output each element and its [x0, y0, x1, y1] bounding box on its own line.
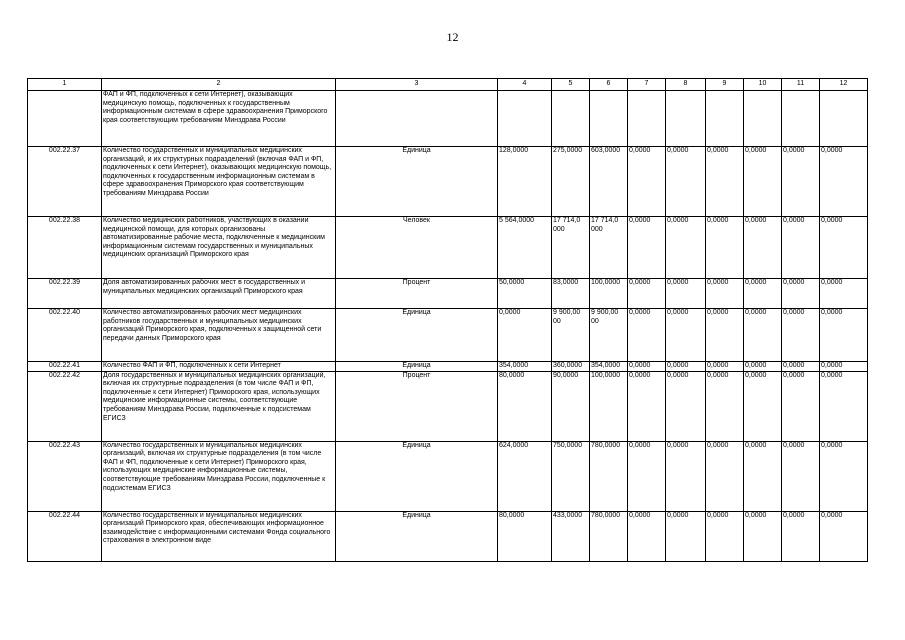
- indicator-value: 0,0000: [744, 371, 782, 441]
- indicator-value: 17 714,0 000: [590, 217, 628, 279]
- indicator-value: [552, 91, 590, 147]
- indicator-value: 0,0000: [782, 362, 820, 372]
- indicator-value: 90,0000: [552, 371, 590, 441]
- indicator-value: 0,0000: [706, 362, 744, 372]
- indicator-code: 002.22.43: [28, 441, 102, 511]
- table-row: [28, 441, 868, 511]
- indicator-value: 0,0000: [820, 511, 868, 561]
- indicator-value: 354,0000: [590, 362, 628, 372]
- indicator-value: 0,0000: [706, 217, 744, 279]
- indicator-value: [590, 91, 628, 147]
- indicator-value: 0,0000: [820, 309, 868, 362]
- column-number: 4: [498, 79, 552, 91]
- table-row: [28, 371, 868, 441]
- table-row: [28, 217, 868, 279]
- indicator-name: Количество ФАП и ФП, подключенных к сети Интернет: [102, 362, 336, 372]
- indicator-value: 0,0000: [666, 279, 706, 309]
- indicator-value: 0,0000: [782, 371, 820, 441]
- indicator-value: 0,0000: [782, 511, 820, 561]
- indicator-name: Количество государственных и муниципальных медицинских организаций, включая их структурные подразделения (в том числе ФАП и ФП, подключенные к сети Интернет) Приморского края, использующих медицинские информационные системы, соответствующие требованиям Минздрава России, подключенные к подсистемам ЕГИСЗ: [102, 441, 336, 511]
- indicator-value: 83,0000: [552, 279, 590, 309]
- unit-of-measure: Единица: [336, 362, 498, 372]
- indicator-value: 354,0000: [498, 362, 552, 372]
- indicator-value: 0,0000: [782, 309, 820, 362]
- indicator-code: [28, 91, 102, 147]
- indicator-value: 780,0000: [590, 441, 628, 511]
- indicator-value: 50,0000: [498, 279, 552, 309]
- indicator-value: 0,0000: [744, 217, 782, 279]
- table-row: [28, 279, 868, 309]
- indicator-value: 0,0000: [666, 362, 706, 372]
- column-number: 10: [744, 79, 782, 91]
- column-number-row: [28, 79, 868, 91]
- column-number: 12: [820, 79, 868, 91]
- indicator-value: [666, 91, 706, 147]
- indicator-value: 603,0000: [590, 147, 628, 217]
- table-row: [28, 147, 868, 217]
- indicator-code: 002.22.39: [28, 279, 102, 309]
- indicator-table: [27, 78, 868, 562]
- indicator-value: 0,0000: [706, 441, 744, 511]
- indicator-value: 0,0000: [666, 441, 706, 511]
- indicator-value: [498, 91, 552, 147]
- indicator-value: 80,0000: [498, 511, 552, 561]
- indicator-value: 0,0000: [820, 371, 868, 441]
- indicator-name: Количество медицинских работников, участвующих в оказании медицинской помощи, для которых организованы автоматизированные рабочие места, подключенные к медицинским информационным системам государственных и муниципальных медицинских организаций Приморского края: [102, 217, 336, 279]
- indicator-value: 0,0000: [706, 309, 744, 362]
- indicator-value: 100,0000: [590, 371, 628, 441]
- column-number: 3: [336, 79, 498, 91]
- table-row: [28, 511, 868, 561]
- column-number: 1: [28, 79, 102, 91]
- indicator-value: 80,0000: [498, 371, 552, 441]
- column-number: 6: [590, 79, 628, 91]
- column-number: 8: [666, 79, 706, 91]
- indicator-value: 0,0000: [744, 362, 782, 372]
- indicator-value: 0,0000: [820, 279, 868, 309]
- column-number: 7: [628, 79, 666, 91]
- table-row: [28, 91, 868, 147]
- indicator-value: 0,0000: [820, 147, 868, 217]
- unit-of-measure: Процент: [336, 279, 498, 309]
- indicator-value: 0,0000: [628, 147, 666, 217]
- indicator-value: 433,0000: [552, 511, 590, 561]
- indicator-value: [628, 91, 666, 147]
- table-row: [28, 362, 868, 372]
- indicator-value: 780,0000: [590, 511, 628, 561]
- indicator-value: 0,0000: [628, 309, 666, 362]
- indicator-code: 002.22.42: [28, 371, 102, 441]
- indicator-name: Количество государственных и муниципальных медицинских организаций Приморского края, обеспечивающих информационное взаимодействие с информационными системами Фонда социального страхования в электронном виде: [102, 511, 336, 561]
- indicator-value: 0,0000: [744, 441, 782, 511]
- indicator-value: 0,0000: [706, 147, 744, 217]
- indicator-value: [706, 91, 744, 147]
- indicator-value: 360,0000: [552, 362, 590, 372]
- indicator-name: ФАП и ФП, подключенных к сети Интернет), оказывающих медицинскую помощь, подключенных к государственным информационным системам в сфере здравоохранения Приморского края соответствующим требованиям Минздрава России: [102, 91, 336, 147]
- indicator-value: 0,0000: [666, 371, 706, 441]
- indicator-value: [820, 91, 868, 147]
- indicator-name: Количество государственных и муниципальных медицинских организаций, и их структурных подразделений (включая ФАП и ФП, подключенных к сети Интернет), оказывающих медицинскую помощь, подключенных к государственным информационным системам в сфере здравоохранения Приморского края соответствующим требованиям Минздрава России: [102, 147, 336, 217]
- unit-of-measure: Единица: [336, 309, 498, 362]
- unit-of-measure: Единица: [336, 511, 498, 561]
- indicator-value: 128,0000: [498, 147, 552, 217]
- page-number: 12: [446, 30, 459, 44]
- indicator-code: 002.22.37: [28, 147, 102, 217]
- indicator-value: 0,0000: [666, 309, 706, 362]
- indicator-value: 9 900,00 00: [552, 309, 590, 362]
- indicator-value: 750,0000: [552, 441, 590, 511]
- table-row: [28, 309, 868, 362]
- indicator-value: 0,0000: [628, 511, 666, 561]
- indicator-value: 0,0000: [782, 147, 820, 217]
- indicator-value: 0,0000: [782, 279, 820, 309]
- indicator-value: 0,0000: [628, 279, 666, 309]
- indicator-value: 0,0000: [628, 362, 666, 372]
- indicator-value: 5 564,0000: [498, 217, 552, 279]
- indicator-value: 0,0000: [666, 147, 706, 217]
- indicator-value: 0,0000: [628, 371, 666, 441]
- indicator-code: 002.22.44: [28, 511, 102, 561]
- indicator-value: 0,0000: [744, 309, 782, 362]
- unit-of-measure: Человек: [336, 217, 498, 279]
- indicator-value: 0,0000: [820, 441, 868, 511]
- indicator-value: 0,0000: [782, 217, 820, 279]
- indicator-value: [782, 91, 820, 147]
- indicator-value: 0,0000: [744, 147, 782, 217]
- unit-of-measure: Процент: [336, 371, 498, 441]
- unit-of-measure: Единица: [336, 441, 498, 511]
- indicator-value: 624,0000: [498, 441, 552, 511]
- indicator-value: 0,0000: [706, 371, 744, 441]
- indicator-value: 0,0000: [820, 217, 868, 279]
- indicator-name: Количество автоматизированных рабочих мест медицинских работников государственных и муниципальных медицинских организаций Приморского края, подключенных к защищенной сети передачи данных Приморского края: [102, 309, 336, 362]
- indicator-code: 002.22.41: [28, 362, 102, 372]
- column-number: 2: [102, 79, 336, 91]
- indicator-value: 0,0000: [706, 279, 744, 309]
- indicator-value: [744, 91, 782, 147]
- column-number: 5: [552, 79, 590, 91]
- indicator-name: Доля автоматизированных рабочих мест в государственных и муниципальных медицинских организаций Приморского края: [102, 279, 336, 309]
- indicator-code: 002.22.40: [28, 309, 102, 362]
- indicator-value: 0,0000: [706, 511, 744, 561]
- indicator-value: 0,0000: [628, 441, 666, 511]
- column-number: 11: [782, 79, 820, 91]
- unit-of-measure: [336, 91, 498, 147]
- column-number: 9: [706, 79, 744, 91]
- indicator-value: 0,0000: [666, 511, 706, 561]
- indicator-value: 100,0000: [590, 279, 628, 309]
- indicator-value: 0,0000: [820, 362, 868, 372]
- indicator-value: 9 900,00 00: [590, 309, 628, 362]
- indicator-value: 0,0000: [498, 309, 552, 362]
- unit-of-measure: Единица: [336, 147, 498, 217]
- indicator-value: 0,0000: [744, 279, 782, 309]
- indicator-value: 17 714,0 000: [552, 217, 590, 279]
- indicator-name: Доля государственных и муниципальных медицинских организаций, включая их структурные подразделения (в том числе ФАП и ФП, подключенные к сети Интернет) Приморского края, использующих медицинские информационные системы, соответствующие требованиям Минздрава России, подключенные к подсистемам ЕГИСЗ: [102, 371, 336, 441]
- indicator-value: 0,0000: [744, 511, 782, 561]
- indicator-value: 0,0000: [666, 217, 706, 279]
- indicator-value: 0,0000: [628, 217, 666, 279]
- indicator-value: 275,0000: [552, 147, 590, 217]
- indicator-value: 0,0000: [782, 441, 820, 511]
- indicator-code: 002.22.38: [28, 217, 102, 279]
